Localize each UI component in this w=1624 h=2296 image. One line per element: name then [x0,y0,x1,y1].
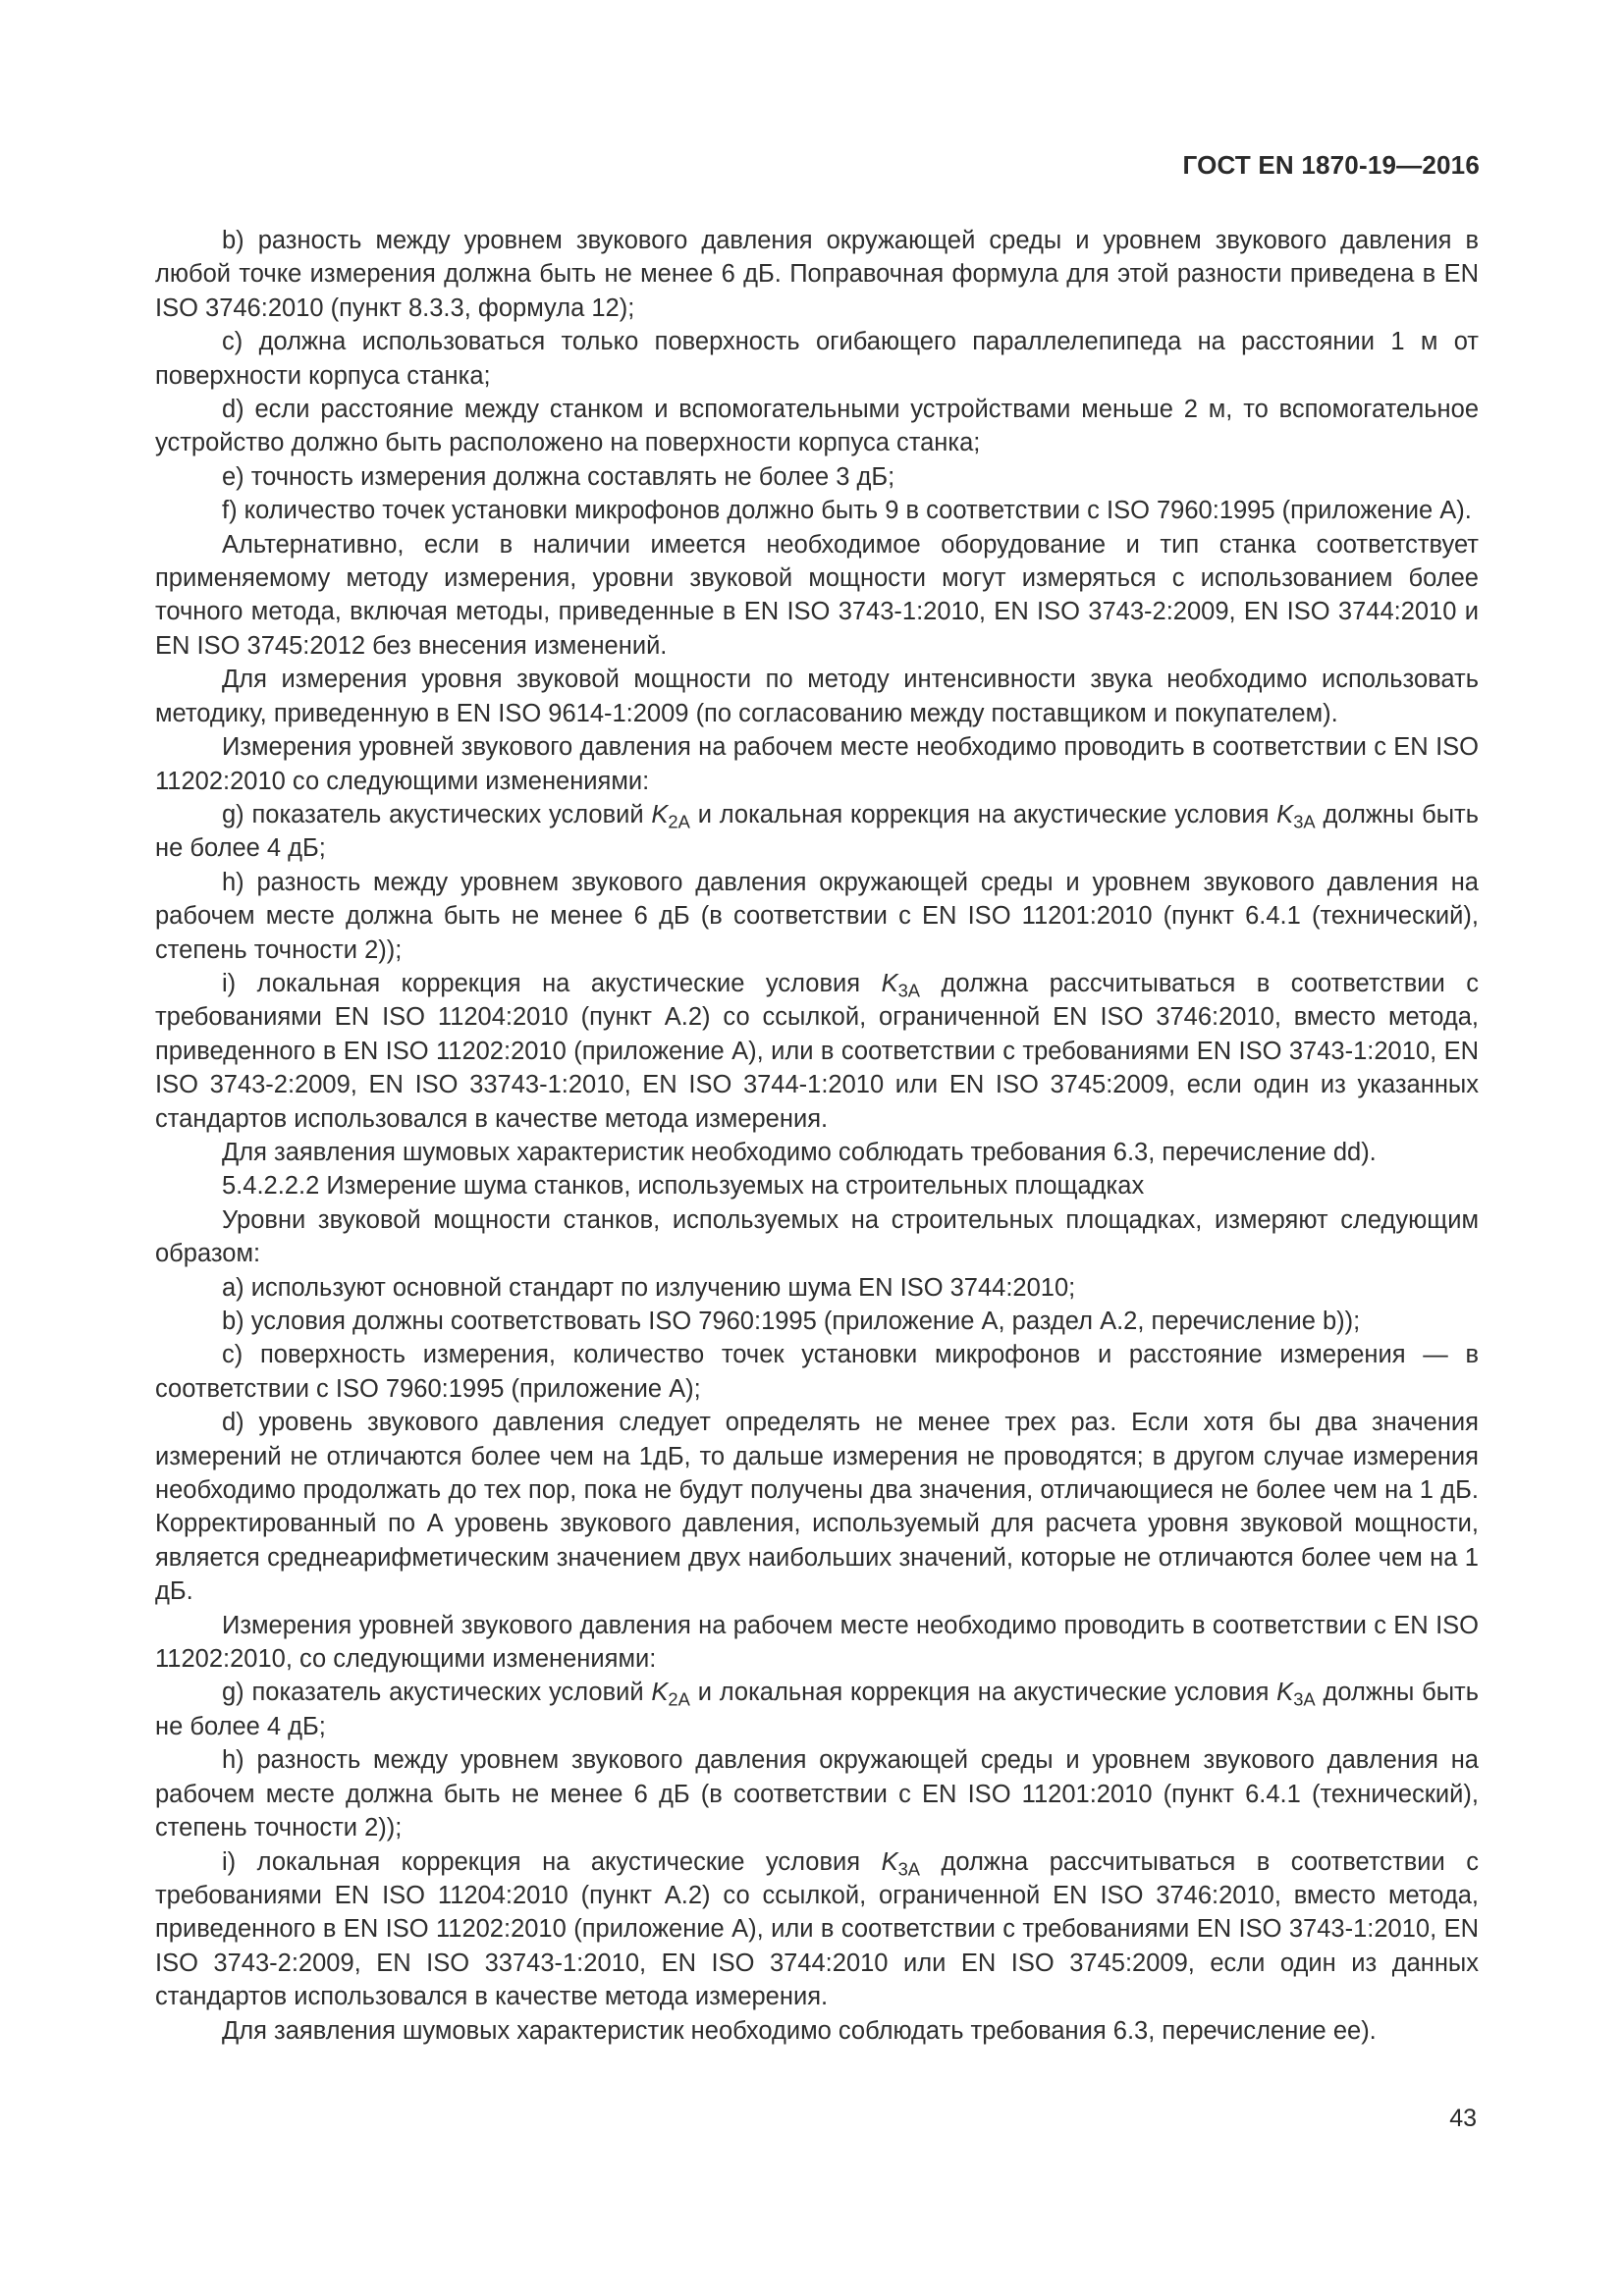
symbol-subscript: 3A [897,980,921,1001]
symbol-k: K [651,800,669,828]
document-body [155,224,1479,2048]
paragraph-item-d: d) если расстояние между станком и вспомогательными устройствами меньше 2 м, то вспомогательное устройство должно быть расположено на поверхности корпуса станка; [155,396,1479,457]
paragraph-workstation-intro: Измерения уровней звукового давления на рабочем месте необходимо проводить в соответствии с EN ISO 11202:2010 со следующими изменениями: [155,733,1479,795]
paragraph-noise-declaration-2: Для заявления шумовых характеристик необходимо соблюдать требования 6.3, перечисление ее). [222,2016,1377,2045]
paragraph-item-i2 [155,1845,1479,2014]
text-span: и локальная коррекция на акустические условия [689,800,1277,828]
text-span: и локальная коррекция на акустические условия [689,1679,1277,1707]
paragraph-intensity-method: Для измерения уровня звуковой мощности по методу интенсивности звука необходимо использовать методику, приведенную в EN ISO 9614-1:2009 (по согласованию между поставщиком и покупателем). [155,666,1479,727]
paragraph-item-a: а) используют основной стандарт по излучению шума EN ISO 3744:2010; [222,1273,1076,1302]
paragraph-item-c2: с) поверхность измерения, количество точек установки микрофонов и расстояние измерения — в соответствии с ISO 7960:1995 (приложение А); [155,1341,1479,1403]
paragraph-item-h: h) разность между уровнем звукового давления окружающей среды и уровнем звукового давления на рабочем месте должна быть не менее 6 дБ (в соответствии с EN ISO 11201:2010 (пункт 6.4.1 (технический), степень точности 2)); [155,868,1479,964]
paragraph-construction-intro: Уровни звуковой мощности станков, используемых на строительных площадках, измеряют следующим образом: [155,1205,1479,1268]
symbol-subscript: 3A [1293,1688,1316,1710]
text-span: g) показатель акустических условий [222,1679,652,1707]
symbol-k: K [651,1679,669,1707]
text-span: должны быть не более 4 дБ; [155,1679,1479,1740]
paragraph-item-i [155,967,1479,1136]
text-span: i) локальная коррекция на акустические условия [222,1847,882,1876]
symbol-subscript: 2A [668,1688,690,1710]
paragraph-noise-declaration: Для заявления шумовых характеристик необходимо соблюдать требования 6.3, перечисление dd). [222,1138,1377,1166]
text-span: должны быть не более 4 дБ; [155,800,1479,863]
document-header: ГОСТ EN 1870-19—2016 [1182,150,1480,180]
paragraph-item-e: е) точность измерения должна составлять не более 3 дБ; [222,462,895,491]
symbol-k: K [1276,800,1294,828]
section-heading-5-4-2-2-2: 5.4.2.2.2 Измерение шума станков, используемых на строительных площадках [222,1172,1145,1201]
symbol-k: K [881,969,898,997]
paragraph-workstation-intro-2: Измерения уровней звукового давления на рабочем месте необходимо проводить в соответствии с EN ISO 11202:2010, со следующими изменениями: [155,1611,1479,1674]
paragraph-item-b: b) разность между уровнем звукового давления окружающей среды и уровнем звукового давления в любой точке измерения должна быть не менее 6 дБ. Поправочная формула для этой разности приведена в EN ISO 3746:2010 (пункт 8.3.3, формула 12); [155,227,1479,322]
symbol-k: K [1276,1679,1294,1707]
paragraph-item-h2: h) разность между уровнем звукового давления окружающей среды и уровнем звукового давления на рабочем месте должна быть не менее 6 дБ (в соответствии с EN ISO 11201:2010 (пункт 6.4.1 (технический), степень точности 2)); [155,1746,1479,1842]
page-number: 43 [1449,2105,1477,2132]
paragraph-item-g [155,798,1479,866]
symbol-subscript: 2A [668,811,690,832]
symbol-subscript: 3A [897,1858,921,1879]
symbol-subscript: 3A [1293,811,1316,832]
paragraph-alternative-methods: Альтернативно, если в наличии имеется необходимое оборудование и тип станка соответствует применяемому методу измерения, уровни звуковой мощности могут измеряться с использованием более точного метода, включая методы, приведенные в EN ISO 3743-1:2010, EN ISO 3743-2:2009, EN ISO 3744:2010 и EN ISO 3745:2012 без внесения изменений. [155,530,1479,660]
text-span: i) локальная коррекция на акустические условия [222,969,882,997]
paragraph-item-c: с) должна использоваться только поверхность огибающего параллелепипеда на расстоянии 1 м от поверхности корпуса станка; [155,328,1479,390]
text-span: g) показатель акустических условий [222,800,652,828]
paragraph-item-g2 [155,1676,1479,1743]
paragraph-item-b2: b) условия должны соответствовать ISO 7960:1995 (приложение А, раздел А.2, перечисление b)); [222,1308,1361,1335]
text-span: должна рассчитываться в соответствии с требованиями EN ISO 11204:2010 (пункт А.2) со ссылкой, ограниченной EN ISO 3746:2010, вместо метода, приведенного в EN ISO 11202:2010 (приложение А), или в соответствии с требованиями EN ISO 3743-1:2010, EN ISO 3743-2:2009, EN ISO 33743-1:2010, EN ISO 3744-1:2010 или EN ISO 3745:2009, если один из указанных стандартов использовался в качестве метода измерения. [155,969,1479,1133]
paragraph-item-d2: d) уровень звукового давления следует определять не менее трех раз. Если хотя бы два значения измерений не отличаются более чем на 1дБ, то дальше измерения не проводятся; в другом случае измерения необходимо продолжать до тех пор, пока не будут получены два значения, отличающиеся не более чем на 1 дБ. Корректированный по А уровень звукового давления, используемый для расчета уровня звуковой мощности, является среднеарифметическим значением двух наибольших значений, которые не отличаются более чем на 1 дБ. [155,1409,1479,1606]
paragraph-item-f: f) количество точек установки микрофонов должно быть 9 в соответствии с ISO 7960:1995 (приложение А). [222,497,1472,525]
text-span: должна рассчитываться в соответствии с требованиями EN ISO 11204:2010 (пункт А.2) со ссылкой, ограниченной EN ISO 3746:2010, вместо метода, приведенного в EN ISO 11202:2010 (приложение А), или в соответствии с требованиями EN ISO 3743-1:2010, EN ISO 3743-2:2009, EN ISO 33743-1:2010, EN ISO 3744:2010 или EN ISO 3745:2009, если один из данных стандартов использовался в качестве метода измерения. [155,1847,1479,2011]
symbol-k: K [881,1847,898,1876]
